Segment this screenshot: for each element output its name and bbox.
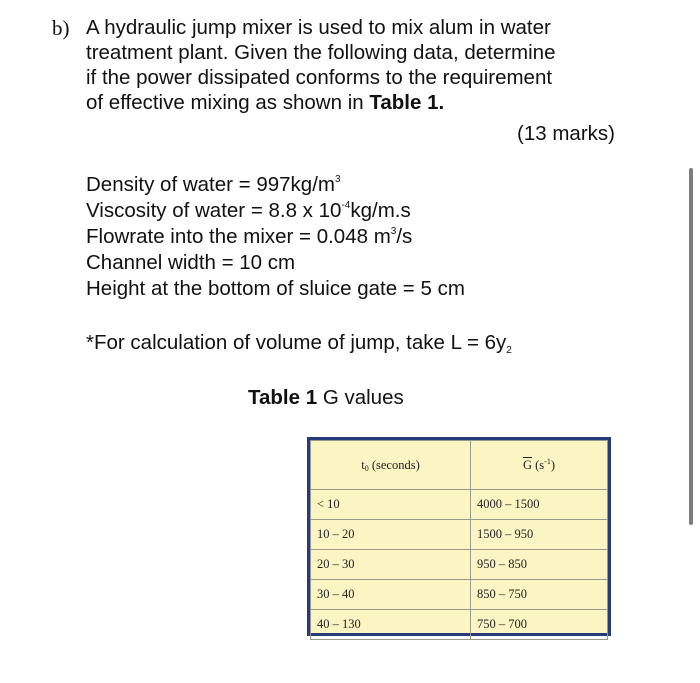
cell-time: 20 – 30 <box>311 550 471 580</box>
flowrate-exponent: 3 <box>390 226 397 237</box>
table-row <box>311 550 608 580</box>
cell-g: 750 – 700 <box>471 610 608 640</box>
cell-time: 10 – 20 <box>311 520 471 550</box>
table-title-bold: Table 1 <box>248 386 318 409</box>
question-text <box>86 15 631 115</box>
table-row <box>311 520 608 550</box>
question-line-text: of effective mixing as shown in <box>86 91 364 114</box>
viscosity-exponent: -4 <box>341 200 351 211</box>
question-line: treatment plant. Given the following data, determine <box>86 41 556 64</box>
gate-height-item: Height at the bottom of sluice gate = 5 cm <box>86 277 465 300</box>
cell-time: < 10 <box>311 490 471 520</box>
viscosity-text: Viscosity of water = 8.8 x 10 <box>86 199 342 222</box>
channel-width-item: Channel width = 10 cm <box>86 251 296 274</box>
table-row <box>311 580 608 610</box>
table-title-rest: G values <box>317 386 404 409</box>
calculation-note <box>86 330 512 355</box>
cell-g: 950 – 850 <box>471 550 608 580</box>
density-item <box>86 172 465 198</box>
cell-g: 1500 – 950 <box>471 520 608 550</box>
cell-g: 850 – 750 <box>471 580 608 610</box>
header-g <box>471 441 608 490</box>
flowrate-unit: /s <box>396 225 413 248</box>
cell-time: 30 – 40 <box>311 580 471 610</box>
header-g-unit: (s <box>532 457 545 472</box>
cell-time: 40 – 130 <box>311 610 471 640</box>
g-values-table <box>307 437 611 636</box>
header-g-symbol: $\overline{G}$ <box>522 457 533 472</box>
question-label: b) <box>52 16 70 40</box>
header-g-exponent: -1 <box>544 456 551 466</box>
flowrate-text: Flowrate into the mixer = 0.048 m <box>86 225 391 248</box>
header-time <box>311 441 471 490</box>
viscosity-item <box>86 198 465 224</box>
header-time-symbol: t <box>361 457 365 472</box>
table-row <box>311 490 608 520</box>
viscosity-unit: kg/m.s <box>350 199 411 222</box>
cell-g: 4000 – 1500 <box>471 490 608 520</box>
given-data-list <box>86 172 465 302</box>
question-line: A hydraulic jump mixer is used to mix alum in water <box>86 16 551 39</box>
density-text: Density of water = 997kg/m <box>86 173 335 196</box>
density-exponent: 3 <box>334 174 341 185</box>
question-line <box>86 90 631 115</box>
question-line: if the power dissipated conforms to the requirement <box>86 66 553 89</box>
flowrate-item <box>86 224 465 250</box>
marks-label: (13 marks) <box>517 122 615 145</box>
note-subscript: 2 <box>506 345 512 356</box>
table-row <box>311 610 608 640</box>
header-time-unit: (seconds) <box>368 457 420 472</box>
table-title <box>248 385 404 410</box>
table-reference: Table 1. <box>369 91 445 114</box>
table-header-row <box>311 441 608 490</box>
note-text: *For calculation of volume of jump, take L = 6y <box>86 331 507 354</box>
header-time-sub: 0 <box>364 463 369 473</box>
vertical-scrollbar[interactable] <box>689 168 693 525</box>
header-g-close: ) <box>550 457 556 472</box>
